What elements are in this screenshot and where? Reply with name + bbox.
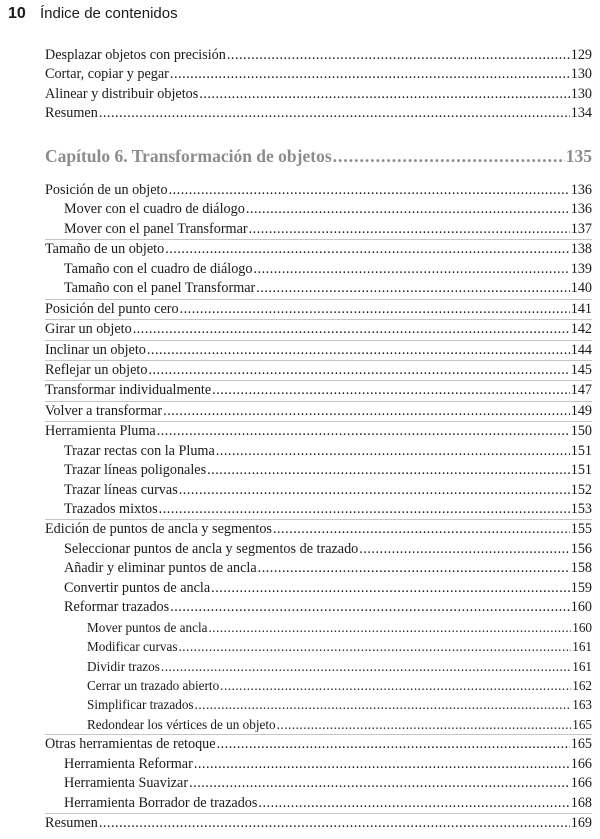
- leader-dots: [99, 104, 570, 123]
- toc-entry: [45, 657, 592, 676]
- toc-entry-label: Modificar curvas: [87, 639, 178, 655]
- running-title: Índice de contenidos: [40, 5, 178, 22]
- toc-entry: [45, 481, 592, 500]
- toc-entry-label: Tamaño con el panel Transformar: [64, 280, 256, 297]
- toc-entry-label: Posición de un objeto: [45, 182, 168, 198]
- toc-entry-label: Resumen: [45, 815, 98, 831]
- toc-entry-page: 166: [570, 775, 592, 792]
- toc-entry-page: 144: [570, 341, 592, 358]
- leader-dots: [180, 300, 570, 319]
- toc-entry: [45, 519, 592, 539]
- toc-entry: [45, 774, 592, 793]
- toc-entry-page: 153: [570, 501, 592, 517]
- toc-entry-label: Alinear y distribuir objetos: [45, 85, 199, 102]
- toc-entry: [45, 813, 592, 833]
- toc-entry: [45, 442, 592, 461]
- toc-entry-page: 151: [570, 442, 592, 459]
- toc-entry-label: Redondear los vértices de un objeto: [87, 716, 276, 732]
- toc-entry-page: 136: [570, 201, 592, 218]
- toc-entry-label: Convertir puntos de ancla: [64, 579, 211, 596]
- toc-entry-label: Trazar líneas curvas: [64, 481, 178, 498]
- leader-dots: [195, 695, 572, 714]
- toc-entry-label: Mover puntos de ancla: [87, 619, 208, 635]
- toc-entry: [45, 380, 592, 400]
- leader-dots: [227, 46, 570, 65]
- leader-dots: [212, 381, 570, 400]
- toc-entry-page: 140: [570, 280, 592, 297]
- toc-entry: [45, 319, 592, 339]
- leader-dots: [249, 220, 570, 239]
- toc-entry-page: 161: [572, 658, 592, 674]
- toc-entry: [45, 279, 592, 298]
- toc-entry: [45, 755, 592, 774]
- leader-dots: [163, 402, 570, 421]
- toc-entry-label: Herramienta Reformar: [64, 755, 193, 772]
- toc-entry: [45, 794, 592, 813]
- toc-entry-label: Volver a transformar: [45, 402, 163, 419]
- toc-entry-label: Trazar líneas poligonales: [64, 462, 207, 479]
- leader-dots: [246, 200, 570, 219]
- leader-dots: [217, 735, 570, 754]
- toc-entry-page: 158: [570, 560, 592, 577]
- toc-entry-label: Simplificar trazados: [87, 697, 194, 713]
- leader-dots: [165, 240, 570, 259]
- toc-entry: [45, 500, 592, 519]
- toc-entry-page: 163: [572, 697, 592, 713]
- toc-entry-label: Reflejar un objeto: [45, 361, 148, 378]
- toc-entry: [45, 559, 592, 578]
- leader-dots: [258, 559, 570, 578]
- leader-dots: [277, 715, 572, 734]
- leader-dots: [220, 676, 571, 695]
- toc-entry: [45, 239, 592, 259]
- toc-entry: [45, 200, 592, 219]
- toc-entry-page: 137: [570, 220, 592, 237]
- leader-dots: [157, 422, 570, 441]
- toc-entry-label: Trazar rectas con la Pluma: [64, 442, 215, 459]
- toc-entry-label: Mover con el panel Transformar: [64, 220, 248, 237]
- leader-dots: [359, 540, 569, 559]
- toc-entry-page: 160: [570, 599, 592, 616]
- toc-entry-page: 142: [570, 321, 592, 338]
- toc-entry: [45, 618, 592, 637]
- toc-entry-label: Herramienta Pluma: [45, 423, 156, 440]
- toc-entry: [45, 299, 592, 319]
- toc-entry-page: 155: [570, 521, 592, 538]
- leader-dots: [179, 481, 570, 500]
- toc-entry-label: Herramienta Borrador de trazados: [64, 794, 258, 811]
- toc-entry: [45, 637, 592, 656]
- leader-dots: [194, 755, 570, 774]
- toc-entry-page: 160: [572, 619, 592, 635]
- toc-entry-label: Reformar trazados: [64, 599, 170, 616]
- toc-entry-label: Inclinar un objeto: [45, 341, 146, 358]
- leader-dots: [273, 520, 570, 539]
- toc-entry-label: Tamaño con el cuadro de diálogo: [64, 260, 253, 277]
- chapter-leader-dots: [333, 146, 565, 167]
- toc-entry-page: 166: [570, 755, 592, 772]
- toc-entry-page: 161: [572, 639, 592, 655]
- leader-dots: [169, 181, 570, 200]
- chapter-title: Capítulo 6. Transformación de objetos: [45, 146, 332, 166]
- toc-entry: [45, 540, 592, 559]
- leader-dots: [148, 361, 569, 380]
- toc-entry: [45, 579, 592, 598]
- toc-entry: [45, 85, 592, 104]
- leader-dots: [211, 579, 570, 598]
- leader-dots: [189, 774, 570, 793]
- toc-entry-page: 129: [570, 47, 592, 63]
- toc-entry: [45, 421, 592, 441]
- toc-entry: [45, 260, 592, 279]
- toc-entry: [45, 461, 592, 480]
- toc-entry-page: 141: [570, 300, 592, 317]
- leader-dots: [147, 341, 570, 360]
- leader-dots: [207, 461, 570, 480]
- toc-entry-page: 134: [570, 105, 592, 122]
- running-header: [8, 5, 178, 27]
- toc-entry: [45, 734, 592, 754]
- toc-entry: [45, 104, 592, 123]
- toc-entry: [45, 401, 592, 421]
- toc-entry-label: Mover con el cuadro de diálogo: [64, 201, 245, 218]
- toc-entry: [45, 65, 592, 84]
- toc-entry: [45, 181, 592, 200]
- toc-entry-page: 162: [572, 677, 592, 693]
- leader-dots: [216, 442, 570, 461]
- leader-dots: [159, 500, 570, 519]
- toc-entry-page: 159: [570, 579, 592, 596]
- toc-entry-label: Edición de puntos de ancla y segmentos: [45, 521, 272, 538]
- toc-entry-page: 151: [570, 462, 592, 479]
- toc-entry-page: 145: [570, 361, 592, 378]
- toc-entry-page: 165: [572, 716, 592, 732]
- toc-entry-label: Seleccionar puntos de ancla y segmentos de trazado: [64, 540, 359, 557]
- leader-dots: [178, 637, 571, 656]
- toc-entry-label: Cortar, copiar y pegar: [45, 66, 169, 83]
- toc-entry-label: Desplazar objetos con precisión: [45, 47, 226, 63]
- toc-entry-page: 139: [570, 260, 592, 277]
- toc-entry-page: 165: [570, 736, 592, 753]
- toc-entry-label: Herramienta Suavizar: [64, 775, 189, 792]
- chapter-heading: [45, 146, 592, 167]
- leader-dots: [256, 279, 569, 298]
- leader-dots: [170, 65, 570, 84]
- toc-entry-page: 130: [570, 85, 592, 102]
- toc-entry-label: Trazados mixtos: [64, 501, 158, 517]
- leader-dots: [133, 320, 570, 339]
- toc-entry-label: Otras herramientas de retoque: [45, 736, 216, 753]
- page-number: 10: [8, 5, 26, 22]
- leader-dots: [161, 657, 571, 676]
- toc-entry-page: 147: [570, 382, 592, 399]
- toc-entry: [45, 598, 592, 617]
- toc-chapter-6: [45, 181, 592, 833]
- toc-entry: [45, 46, 592, 65]
- toc-entry: [45, 360, 592, 380]
- toc-entry: [45, 695, 592, 714]
- toc-entry-page: 130: [570, 66, 592, 83]
- toc-entry: [45, 220, 592, 239]
- toc-entry-label: Transformar individualmente: [45, 382, 212, 399]
- toc-entry-page: 138: [570, 241, 592, 258]
- toc-entry-page: 149: [570, 402, 592, 419]
- toc-entry: [45, 676, 592, 695]
- toc-entry-label: Dividir trazos: [87, 658, 160, 674]
- leader-dots: [199, 85, 569, 104]
- toc-entry-page: 156: [570, 540, 592, 557]
- toc-entry-page: 136: [570, 182, 592, 198]
- leader-dots: [170, 598, 570, 617]
- toc-entry-label: Tamaño de un objeto: [45, 241, 165, 258]
- toc-entry-label: Añadir y eliminar puntos de ancla: [64, 560, 257, 577]
- leader-dots: [99, 814, 570, 833]
- leader-dots: [258, 794, 569, 813]
- toc-entry-page: 150: [570, 423, 592, 440]
- toc-entry-page: 168: [570, 794, 592, 811]
- leader-dots: [208, 618, 571, 637]
- toc-entry-label: Posición del punto cero: [45, 300, 179, 317]
- toc-entry-label: Cerrar un trazado abierto: [87, 677, 220, 693]
- toc-entry-page: 169: [570, 815, 592, 831]
- toc-entry-label: Resumen: [45, 105, 98, 122]
- toc-entry: [45, 340, 592, 360]
- toc-entry-label: Girar un objeto: [45, 321, 132, 338]
- chapter-page: 135: [565, 146, 592, 166]
- leader-dots: [254, 260, 570, 279]
- toc-entry: [45, 715, 592, 734]
- toc-entry-page: 152: [570, 481, 592, 498]
- toc-previous-section: [45, 46, 592, 124]
